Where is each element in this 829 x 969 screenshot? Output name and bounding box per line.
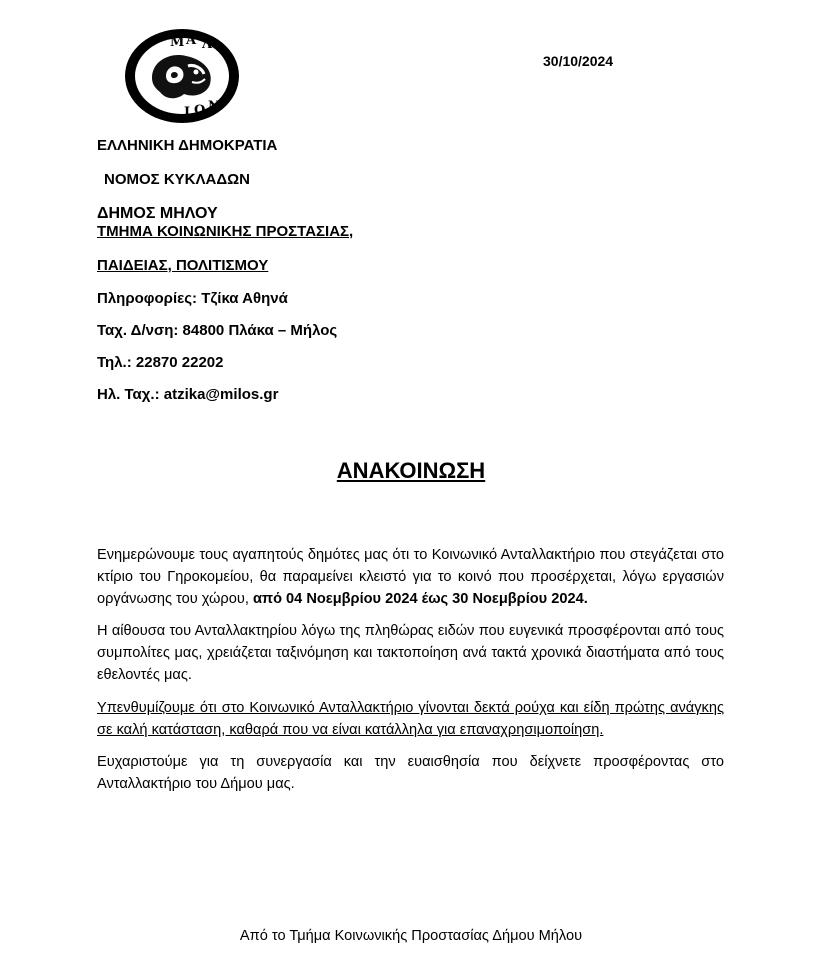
svg-text:Μ: Μ <box>170 35 185 50</box>
announcement-title: ΑΝΑΚΟΙΝΩΣΗ <box>336 458 486 483</box>
paragraph-reminder: Υπενθυμίζουμε ότι στο Κοινωνικό Ανταλλακτήριο γίνονται δεκτά ρούχα και είδη πρώτης ανάγκης σε καλή κατάσταση, καθαρά που να είναι κατάλληλα για επαναχρησιμοποίηση. <box>97 699 724 738</box>
header-contact-person: Πληροφορίες: Τζίκα Αθηνά <box>97 290 288 307</box>
header-department-line2: ΠΑΙΔΕΙΑΣ, ΠΟΛΙΤΙΣΜΟΥ <box>97 257 269 274</box>
svg-text:Α: Α <box>186 33 197 48</box>
header-country: ΕΛΛΗΝΙΚΗ ΔΗΜΟΚΡΑΤΙΑ <box>97 137 278 154</box>
header-municipality: ΔΗΜΟΣ ΜΗΛΟΥ <box>97 205 218 222</box>
header-email: Ηλ. Ταχ.: atzika@milos.gr <box>97 386 279 403</box>
announcement-body <box>97 545 724 807</box>
header-department-line1: ΤΜΗΜΑ ΚΟΙΝΩΝΙΚΗΣ ΠΡΟΣΤΑΣΙΑΣ, <box>97 223 354 240</box>
paragraph-sorting: Η αίθουσα του Ανταλλακτηρίου λόγω της πληθώρας ειδών που ευγενικά προσφέρονται από τους συμπολίτες μας, χρειάζεται ταξινόμηση και τακτοποίηση ανά τακτά χρονικά διαστήματα από τους εθελοντές μας. <box>97 623 724 683</box>
header-prefecture: ΝΟΜΟΣ ΚΥΚΛΑΔΩΝ <box>104 171 250 188</box>
paragraph-closure <box>97 545 724 610</box>
paragraph-thanks: Ευχαριστούμε για τη συνεργασία και την ευαισθησία που δείχνετε προσφέροντας στο Ανταλλακτήριο του Δήμου μας. <box>97 754 724 793</box>
document-date: 30/10/2024 <box>543 53 614 69</box>
svg-text:Λ: Λ <box>202 37 213 52</box>
paragraph-closure-text: Ενημερώνουμε τους αγαπητούς δημότες μας ότι το Κοινωνικό Ανταλλακτήριο που στεγάζεται στο κτίριο του Γηροκομείου, θα παραμείνει κλειστό για το κοινό που προσέρχεται, λόγω εργασιών οργάνωσης του χώρου, <box>97 547 724 607</box>
header-phone: Τηλ.: 22870 22202 <box>97 354 224 371</box>
svg-text:Ο: Ο <box>194 103 206 118</box>
municipality-seal-logo <box>122 26 242 126</box>
closure-dates: από 04 Νοεμβρίου 2024 έως 30 Νοεμβρίου 2024. <box>252 590 588 607</box>
signature-footer: Από το Τμήμα Κοινωνικής Προστασίας Δήμου Μήλου <box>239 928 583 944</box>
svg-text:Ι: Ι <box>184 105 191 120</box>
ancient-coin-seal-icon <box>122 26 242 126</box>
header-postal-address: Ταχ. Δ/νση: 84800 Πλάκα – Μήλος <box>97 322 338 339</box>
svg-text:Ν: Ν <box>208 99 220 114</box>
